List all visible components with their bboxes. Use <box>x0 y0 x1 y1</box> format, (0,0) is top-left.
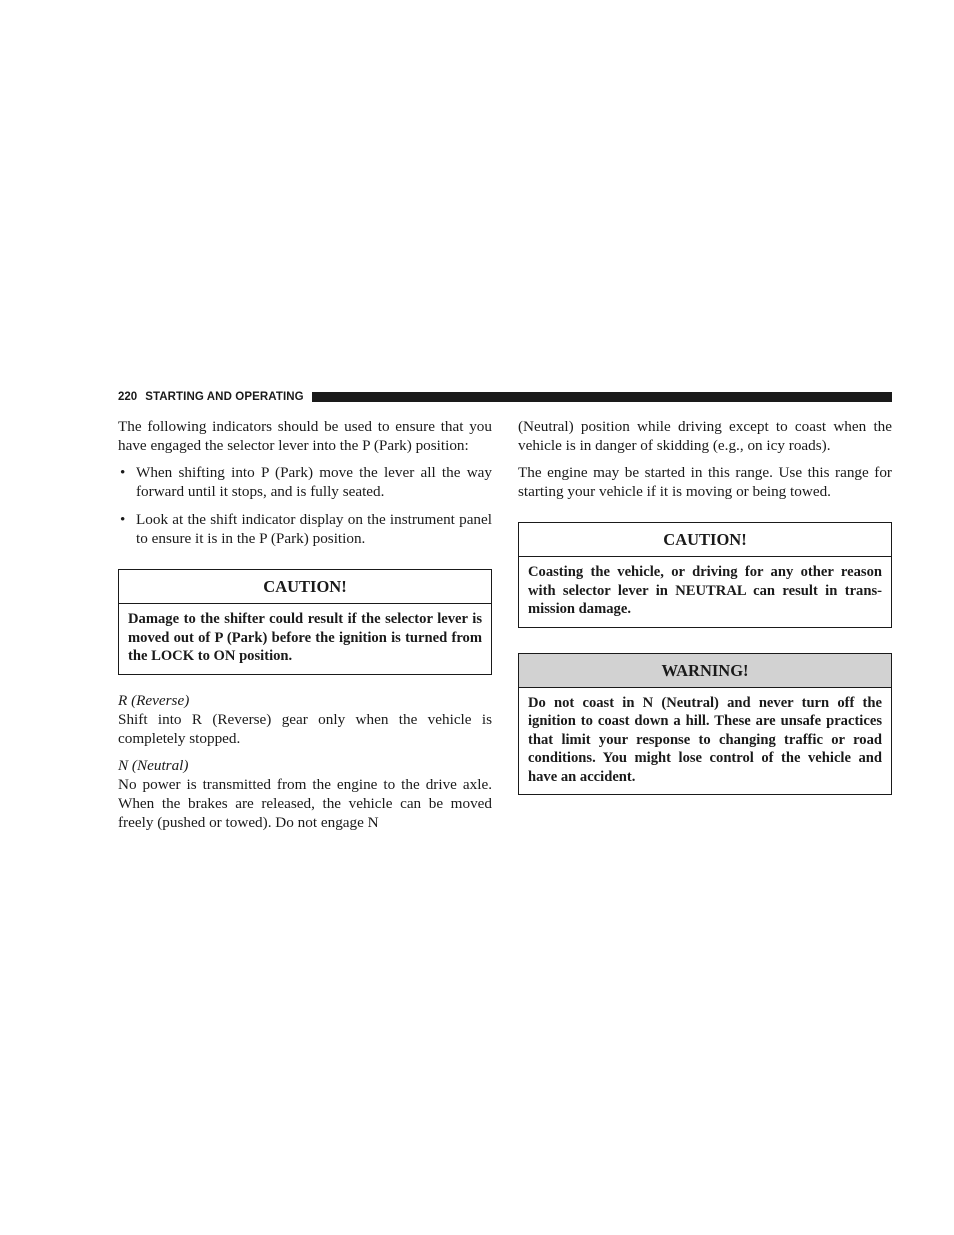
page-number: 220 <box>118 391 138 403</box>
reverse-heading: R (Reverse) <box>118 691 190 709</box>
section-title: STARTING AND OPERATING <box>145 391 304 403</box>
caution-title: CAUTION! <box>119 570 491 604</box>
intro-paragraph: The following indicators should be used to ensure that you have engaged the selector lever into the P (Park) position: <box>118 418 492 454</box>
neutral-heading: N (Neutral) <box>118 756 189 774</box>
bullet-icon: • <box>120 511 126 528</box>
left-column <box>118 417 492 832</box>
caution-box-park <box>118 569 492 675</box>
right-column <box>518 417 892 795</box>
caution-title: CAUTION! <box>519 523 891 557</box>
indicator-list <box>118 463 492 548</box>
reverse-paragraph: Shift into R (Reverse) gear only when the vehicle is completely stopped. <box>118 710 492 747</box>
list-item <box>118 510 492 548</box>
warning-title: WARNING! <box>519 654 891 688</box>
warning-text: Do not coast in N (Neutral) and never turn off the ignition to coast down a hill. These are unsafe practices that limit your response to changing traffic or road conditions. You might lose control of the vehicle and have an accident. <box>528 694 882 785</box>
caution-box-neutral <box>518 522 892 628</box>
header-rule <box>312 392 892 402</box>
warning-box <box>518 653 892 796</box>
list-item <box>118 463 492 501</box>
list-item-text: Look at the shift indicator display on the instrument panel to ensure it is in the P (Park) position. <box>136 511 492 547</box>
caution-text: Coasting the vehicle, or driving for any other reason with selector lever in NEUTRAL can result in trans-mission damage. <box>528 564 882 617</box>
caution-text: Damage to the shifter could result if the selector lever is moved out of P (Park) before the ignition is turned from the LOCK to ON position. <box>128 611 482 664</box>
neutral-continued-paragraph: (Neutral) position while driving except to coast when the vehicle is in danger of skidding (e.g., on icy roads). <box>518 418 892 454</box>
engine-start-paragraph: The engine may be started in this range. Use this range for starting your vehicle if it is moving or being towed. <box>518 464 892 500</box>
neutral-paragraph: No power is transmitted from the engine to the drive axle. When the brakes are released, the vehicle can be moved freely (pushed or towed). Do not engage N <box>118 775 492 831</box>
list-item-text: When shifting into P (Park) move the lever all the way forward until it stops, and is fully seated. <box>136 464 492 500</box>
bullet-icon: • <box>120 464 126 481</box>
page-header <box>118 389 892 405</box>
